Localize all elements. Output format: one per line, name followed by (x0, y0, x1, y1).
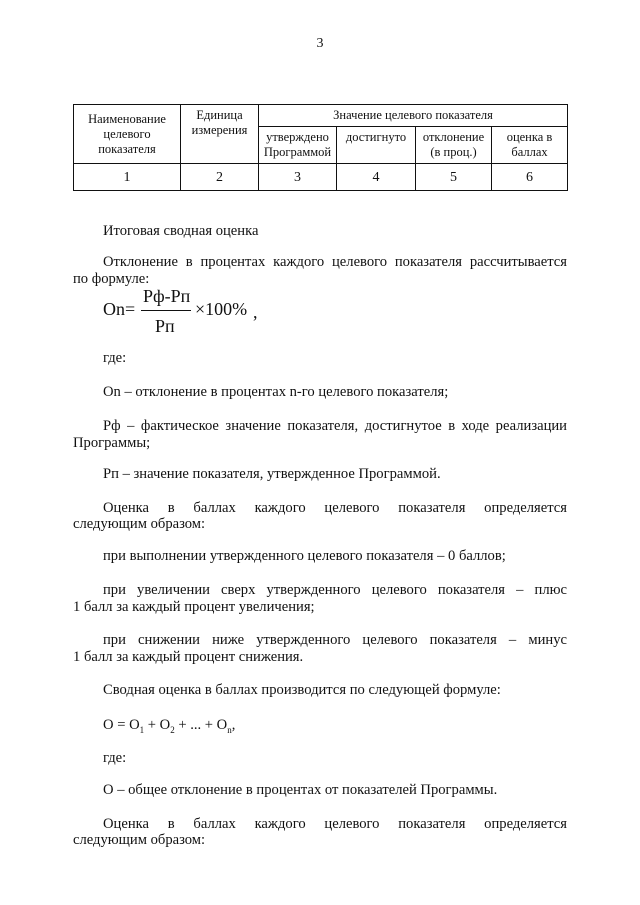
formula-denominator: Рп (155, 316, 175, 336)
column-number: 1 (74, 164, 181, 191)
column-number: 5 (416, 164, 492, 191)
rule-zero: при выполнении утвержденного целевого показателя – 0 баллов; (103, 548, 506, 564)
column-number: 3 (259, 164, 337, 191)
header-group: Значение целевого показателя (259, 105, 568, 127)
formula-numerator: Рф-Рп (143, 286, 191, 306)
rule-plus-line-1: при увеличении сверх утвержденного целевого показателя – плюс (103, 582, 567, 598)
score-rule-line-2: следующим образом: (73, 516, 206, 532)
page-number: 3 (316, 36, 324, 51)
intro-line-2: по формуле: (73, 271, 150, 287)
score-rule-line-1: Оценка в баллах каждого целевого показателя определяется (103, 500, 567, 516)
formula-multiplier: ×100% (195, 299, 248, 319)
where-label-2: где: (103, 750, 127, 766)
column-number: 2 (181, 164, 259, 191)
score-rule-2-line-2: следующим образом: (73, 832, 206, 848)
definition-o: О – общее отклонение в процентах от показателей Программы. (103, 782, 498, 798)
formula-comma: , (253, 302, 258, 322)
definition-rp: Рп – значение показателя, утвержденное Программой. (103, 466, 441, 482)
deviation-formula (103, 286, 303, 346)
header-deviation: отклонение (в проц.) (416, 127, 492, 164)
header-achieved: достигнуто (337, 127, 416, 164)
column-number: 4 (337, 164, 416, 191)
rule-plus-line-2: 1 балл за каждый процент увеличения; (73, 599, 315, 615)
definition-on: Оn – отклонение в процентах n-го целевого показателя; (103, 384, 449, 400)
header-unit: Единица измерения (181, 105, 259, 164)
score-rule-2-line-1: Оценка в баллах каждого целевого показателя определяется (103, 816, 567, 832)
indicators-table (73, 104, 568, 191)
sum-formula: $О = О_1 + О_2$ + ... + $О_n$, (103, 717, 236, 735)
formula-lhs: Оn= (103, 299, 136, 319)
summary-intro: Сводная оценка в баллах производится по следующей формуле: (103, 682, 501, 698)
definition-rf-line-1: Рф – фактическое значение показателя, достигнутое в ходе реализации (103, 418, 567, 434)
section-title: Итоговая сводная оценка (103, 223, 259, 239)
definition-rf-line-2: Программы; (73, 435, 151, 451)
fraction-bar (141, 310, 191, 311)
header-approved: утверждено Программой (259, 127, 337, 164)
column-number: 6 (492, 164, 568, 191)
intro-line-1: Отклонение в процентах каждого целевого показателя рассчитывается (103, 254, 567, 270)
header-score: оценка в баллах (492, 127, 568, 164)
rule-minus-line-1: при снижении ниже утвержденного целевого показателя – минус (103, 632, 567, 648)
rule-minus-line-2: 1 балл за каждый процент снижения. (73, 649, 304, 665)
header-name: Наименование целевого показателя (74, 105, 181, 164)
where-label: где: (103, 350, 127, 366)
